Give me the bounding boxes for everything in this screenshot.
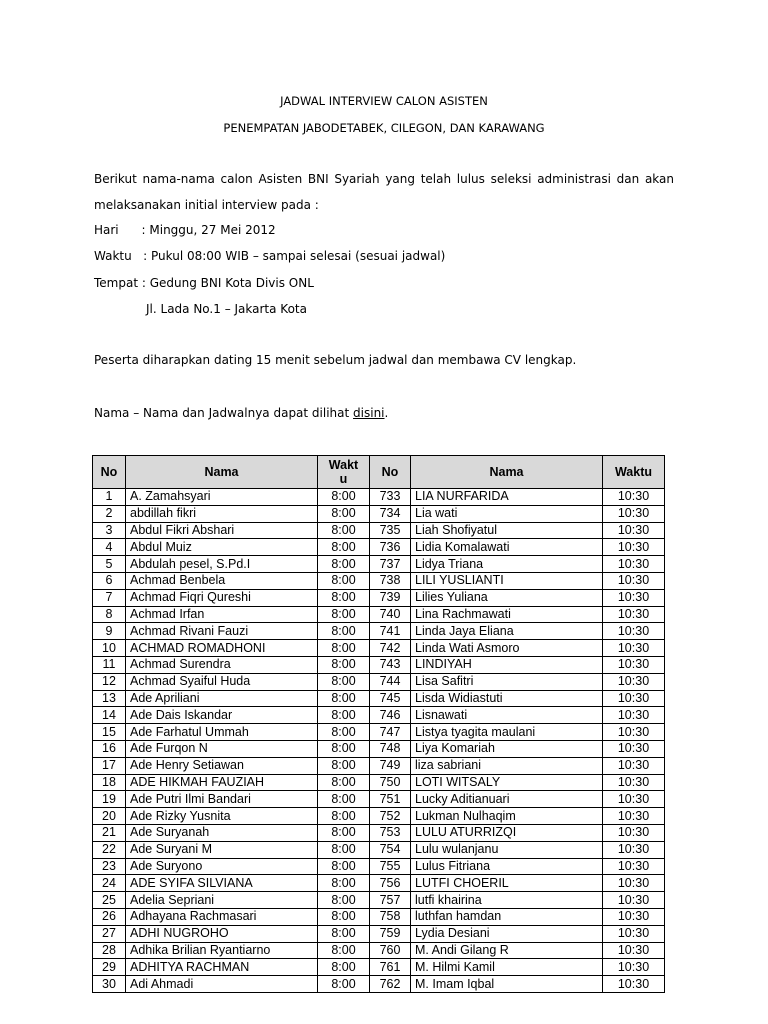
row-name-right: Liah Shofiyatul	[411, 522, 603, 539]
row-name: Ade Suryono	[126, 858, 318, 875]
row-time: 8:00	[318, 673, 370, 690]
row-number: 15	[93, 724, 126, 741]
row-number-right: 757	[370, 892, 411, 909]
table-row	[93, 690, 665, 707]
row-number-right: 747	[370, 724, 411, 741]
document-subtitle: PENEMPATAN JABODETABEK, CILEGON, DAN KARAWANG	[223, 121, 545, 135]
row-name-right: LINDIYAH	[411, 656, 603, 673]
row-number: 24	[93, 875, 126, 892]
row-number: 1	[93, 489, 126, 506]
table-row	[93, 539, 665, 556]
row-name: Achmad Irfan	[126, 606, 318, 623]
row-name: Ade Farhatul Ummah	[126, 724, 318, 741]
row-number-right: 745	[370, 690, 411, 707]
row-time-right: 10:30	[603, 875, 665, 892]
row-number: 25	[93, 892, 126, 909]
row-time: 8:00	[318, 623, 370, 640]
row-time: 8:00	[318, 925, 370, 942]
row-name-right: Lucky Aditianuari	[411, 791, 603, 808]
row-name: Adelia Sepriani	[126, 892, 318, 909]
row-name: Adi Ahmadi	[126, 976, 318, 993]
row-name-right: M. Imam Iqbal	[411, 976, 603, 993]
table-row	[93, 505, 665, 522]
header-no: No	[93, 456, 126, 489]
row-name-right: Lulus Fitriana	[411, 858, 603, 875]
row-time: 8:00	[318, 942, 370, 959]
row-name: Ade Putri Ilmi Bandari	[126, 791, 318, 808]
row-number: 3	[93, 522, 126, 539]
row-time-right: 10:30	[603, 757, 665, 774]
row-number: 22	[93, 841, 126, 858]
row-name: ADE HIKMAH FAUZIAH	[126, 774, 318, 791]
row-time-right: 10:30	[603, 908, 665, 925]
row-number-right: 759	[370, 925, 411, 942]
row-time-right: 10:30	[603, 505, 665, 522]
row-number-right: 760	[370, 942, 411, 959]
row-name: A. Zamahsyari	[126, 489, 318, 506]
schedule-table	[92, 455, 665, 993]
row-time-right: 10:30	[603, 489, 665, 506]
row-name-right: Lia wati	[411, 505, 603, 522]
table-row	[93, 875, 665, 892]
row-number-right: 744	[370, 673, 411, 690]
row-number: 11	[93, 656, 126, 673]
row-time-right: 10:30	[603, 808, 665, 825]
row-number-right: 749	[370, 757, 411, 774]
row-time: 8:00	[318, 740, 370, 757]
row-time: 8:00	[318, 522, 370, 539]
row-name-right: LULU ATURRIZQI	[411, 824, 603, 841]
table-row	[93, 892, 665, 909]
row-number-right: 736	[370, 539, 411, 556]
row-time-right: 10:30	[603, 556, 665, 573]
row-time-right: 10:30	[603, 572, 665, 589]
row-time-right: 10:30	[603, 656, 665, 673]
row-number: 8	[93, 606, 126, 623]
row-name-right: Lidya Triana	[411, 556, 603, 573]
table-row	[93, 489, 665, 506]
row-time: 8:00	[318, 489, 370, 506]
intro-line-2: melaksanakan initial interview pada :	[94, 198, 319, 212]
row-name-right: Liya Komariah	[411, 740, 603, 757]
row-number-right: 753	[370, 824, 411, 841]
row-time: 8:00	[318, 908, 370, 925]
row-name-right: LOTI WITSALY	[411, 774, 603, 791]
row-name-right: Lydia Desiani	[411, 925, 603, 942]
row-name: Abdul Muiz	[126, 539, 318, 556]
table-row	[93, 522, 665, 539]
table-row	[93, 656, 665, 673]
table-row	[93, 623, 665, 640]
row-name-right: Lisa Safitri	[411, 673, 603, 690]
row-number-right: 737	[370, 556, 411, 573]
row-name-right: liza sabriani	[411, 757, 603, 774]
row-time: 8:00	[318, 858, 370, 875]
row-number: 2	[93, 505, 126, 522]
row-time: 8:00	[318, 606, 370, 623]
row-number-right: 743	[370, 656, 411, 673]
table-row	[93, 589, 665, 606]
interview-time: Waktu : Pukul 08:00 WIB – sampai selesai (sesuai jadwal)	[94, 249, 446, 263]
interview-day: Hari : Minggu, 27 Mei 2012	[94, 223, 276, 237]
row-time-right: 10:30	[603, 673, 665, 690]
row-number: 19	[93, 791, 126, 808]
table-row	[93, 908, 665, 925]
row-name: Adhika Brilian Ryantiarno	[126, 942, 318, 959]
row-number: 28	[93, 942, 126, 959]
row-time: 8:00	[318, 690, 370, 707]
table-row	[93, 640, 665, 657]
row-time: 8:00	[318, 841, 370, 858]
row-name-right: LIA NURFARIDA	[411, 489, 603, 506]
header-nama-right: Nama	[411, 456, 603, 489]
row-time: 8:00	[318, 875, 370, 892]
row-name: Adhayana Rachmasari	[126, 908, 318, 925]
table-row	[93, 673, 665, 690]
row-time-right: 10:30	[603, 606, 665, 623]
table-row	[93, 808, 665, 825]
row-time: 8:00	[318, 556, 370, 573]
row-number-right: 735	[370, 522, 411, 539]
row-number: 7	[93, 589, 126, 606]
row-time-right: 10:30	[603, 690, 665, 707]
row-time-right: 10:30	[603, 824, 665, 841]
row-time: 8:00	[318, 505, 370, 522]
row-name: Ade Rizky Yusnita	[126, 808, 318, 825]
row-number-right: 740	[370, 606, 411, 623]
table-row	[93, 791, 665, 808]
schedule-link[interactable]: disini	[353, 406, 385, 420]
interview-place: Tempat : Gedung BNI Kota Divis ONL	[94, 276, 314, 290]
row-name-right: Lisnawati	[411, 707, 603, 724]
row-name: Ade Furqon N	[126, 740, 318, 757]
table-row	[93, 824, 665, 841]
row-time: 8:00	[318, 589, 370, 606]
row-name-right: lutfi khairina	[411, 892, 603, 909]
row-number: 21	[93, 824, 126, 841]
header-no-right: No	[370, 456, 411, 489]
row-name: Ade Suryanah	[126, 824, 318, 841]
row-name: Ade Suryani M	[126, 841, 318, 858]
row-name-right: Lulu wulanjanu	[411, 841, 603, 858]
row-number-right: 751	[370, 791, 411, 808]
participant-note: Peserta diharapkan dating 15 menit sebelum jadwal dan membawa CV lengkap.	[94, 353, 577, 367]
row-time: 8:00	[318, 959, 370, 976]
row-number-right: 752	[370, 808, 411, 825]
schedule-link-line	[94, 406, 388, 420]
table-row	[93, 757, 665, 774]
row-time-right: 10:30	[603, 522, 665, 539]
row-number-right: 741	[370, 623, 411, 640]
header-nama: Nama	[126, 456, 318, 489]
row-time-right: 10:30	[603, 707, 665, 724]
row-number-right: 761	[370, 959, 411, 976]
row-time: 8:00	[318, 791, 370, 808]
row-name: Achmad Rivani Fauzi	[126, 623, 318, 640]
row-number: 17	[93, 757, 126, 774]
row-time-right: 10:30	[603, 959, 665, 976]
row-time: 8:00	[318, 757, 370, 774]
row-time-right: 10:30	[603, 623, 665, 640]
row-name-right: Lukman Nulhaqim	[411, 808, 603, 825]
row-number: 29	[93, 959, 126, 976]
header-waktu-right: Waktu	[603, 456, 665, 489]
row-name-right: Lina Rachmawati	[411, 606, 603, 623]
row-time: 8:00	[318, 976, 370, 993]
row-time-right: 10:30	[603, 539, 665, 556]
row-time: 8:00	[318, 808, 370, 825]
table-row	[93, 858, 665, 875]
row-time: 8:00	[318, 572, 370, 589]
row-number: 18	[93, 774, 126, 791]
row-number: 4	[93, 539, 126, 556]
row-time-right: 10:30	[603, 791, 665, 808]
row-number: 20	[93, 808, 126, 825]
row-number-right: 738	[370, 572, 411, 589]
row-number: 16	[93, 740, 126, 757]
row-name: Abdul Fikri Abshari	[126, 522, 318, 539]
row-name-right: LILI YUSLIANTI	[411, 572, 603, 589]
row-time: 8:00	[318, 724, 370, 741]
row-name-right: Linda Jaya Eliana	[411, 623, 603, 640]
row-number-right: 754	[370, 841, 411, 858]
row-name-right: Lilies Yuliana	[411, 589, 603, 606]
intro-line-1: Berikut nama-nama calon Asisten BNI Syariah yang telah lulus seleksi administrasi dan akan	[94, 172, 674, 186]
row-number: 14	[93, 707, 126, 724]
row-number-right: 755	[370, 858, 411, 875]
table-row	[93, 976, 665, 993]
row-name-right: M. Hilmi Kamil	[411, 959, 603, 976]
row-number: 27	[93, 925, 126, 942]
row-name-right: M. Andi Gilang R	[411, 942, 603, 959]
table-row	[93, 925, 665, 942]
row-number-right: 758	[370, 908, 411, 925]
row-number: 26	[93, 908, 126, 925]
row-name: Ade Dais Iskandar	[126, 707, 318, 724]
row-number-right: 739	[370, 589, 411, 606]
row-time: 8:00	[318, 539, 370, 556]
row-name: Achmad Benbela	[126, 572, 318, 589]
schedule-link-prefix: Nama – Nama dan Jadwalnya dapat dilihat	[94, 406, 354, 420]
row-number-right: 762	[370, 976, 411, 993]
row-number-right: 733	[370, 489, 411, 506]
row-time-right: 10:30	[603, 858, 665, 875]
row-name-right: Listya tyagita maulani	[411, 724, 603, 741]
row-name: Achmad Surendra	[126, 656, 318, 673]
row-time-right: 10:30	[603, 589, 665, 606]
row-time-right: 10:30	[603, 892, 665, 909]
row-name-right: LUTFI CHOERIL	[411, 875, 603, 892]
row-number: 5	[93, 556, 126, 573]
document-title: JADWAL INTERVIEW CALON ASISTEN	[280, 94, 488, 108]
row-name: abdillah fikri	[126, 505, 318, 522]
row-name: Ade Henry Setiawan	[126, 757, 318, 774]
row-time-right: 10:30	[603, 925, 665, 942]
row-time: 8:00	[318, 640, 370, 657]
row-number-right: 746	[370, 707, 411, 724]
row-time: 8:00	[318, 892, 370, 909]
schedule-link-suffix: .	[384, 406, 389, 420]
table-row	[93, 841, 665, 858]
interview-address: Jl. Lada No.1 – Jakarta Kota	[146, 302, 307, 316]
row-number: 12	[93, 673, 126, 690]
row-name: Achmad Fiqri Qureshi	[126, 589, 318, 606]
table-header-row	[93, 456, 665, 489]
row-time-right: 10:30	[603, 640, 665, 657]
row-name-right: Lidia Komalawati	[411, 539, 603, 556]
table-row	[93, 774, 665, 791]
table-row	[93, 959, 665, 976]
row-time: 8:00	[318, 824, 370, 841]
row-number-right: 742	[370, 640, 411, 657]
row-name-right: Linda Wati Asmoro	[411, 640, 603, 657]
row-number: 23	[93, 858, 126, 875]
row-name-right: luthfan hamdan	[411, 908, 603, 925]
header-waktu-left: Wakt u	[318, 456, 370, 489]
row-time: 8:00	[318, 774, 370, 791]
table-row	[93, 572, 665, 589]
row-name: Ade Apriliani	[126, 690, 318, 707]
table-row	[93, 556, 665, 573]
row-time-right: 10:30	[603, 841, 665, 858]
table-row	[93, 606, 665, 623]
row-number-right: 750	[370, 774, 411, 791]
row-name: ADHITYA RACHMAN	[126, 959, 318, 976]
row-time: 8:00	[318, 656, 370, 673]
row-number: 30	[93, 976, 126, 993]
row-time-right: 10:30	[603, 774, 665, 791]
row-time-right: 10:30	[603, 942, 665, 959]
row-number-right: 756	[370, 875, 411, 892]
table-row	[93, 740, 665, 757]
row-number-right: 734	[370, 505, 411, 522]
table-row	[93, 707, 665, 724]
row-number: 6	[93, 572, 126, 589]
row-time-right: 10:30	[603, 740, 665, 757]
table-row	[93, 724, 665, 741]
row-name: Achmad Syaiful Huda	[126, 673, 318, 690]
row-name: ADE SYIFA SILVIANA	[126, 875, 318, 892]
row-name: ACHMAD ROMADHONI	[126, 640, 318, 657]
row-name: Abdulah pesel, S.Pd.I	[126, 556, 318, 573]
row-time-right: 10:30	[603, 976, 665, 993]
row-number: 13	[93, 690, 126, 707]
row-number: 9	[93, 623, 126, 640]
row-number: 10	[93, 640, 126, 657]
row-time-right: 10:30	[603, 724, 665, 741]
row-time: 8:00	[318, 707, 370, 724]
table-row	[93, 942, 665, 959]
row-number-right: 748	[370, 740, 411, 757]
row-name: ADHI NUGROHO	[126, 925, 318, 942]
row-name-right: Lisda Widiastuti	[411, 690, 603, 707]
